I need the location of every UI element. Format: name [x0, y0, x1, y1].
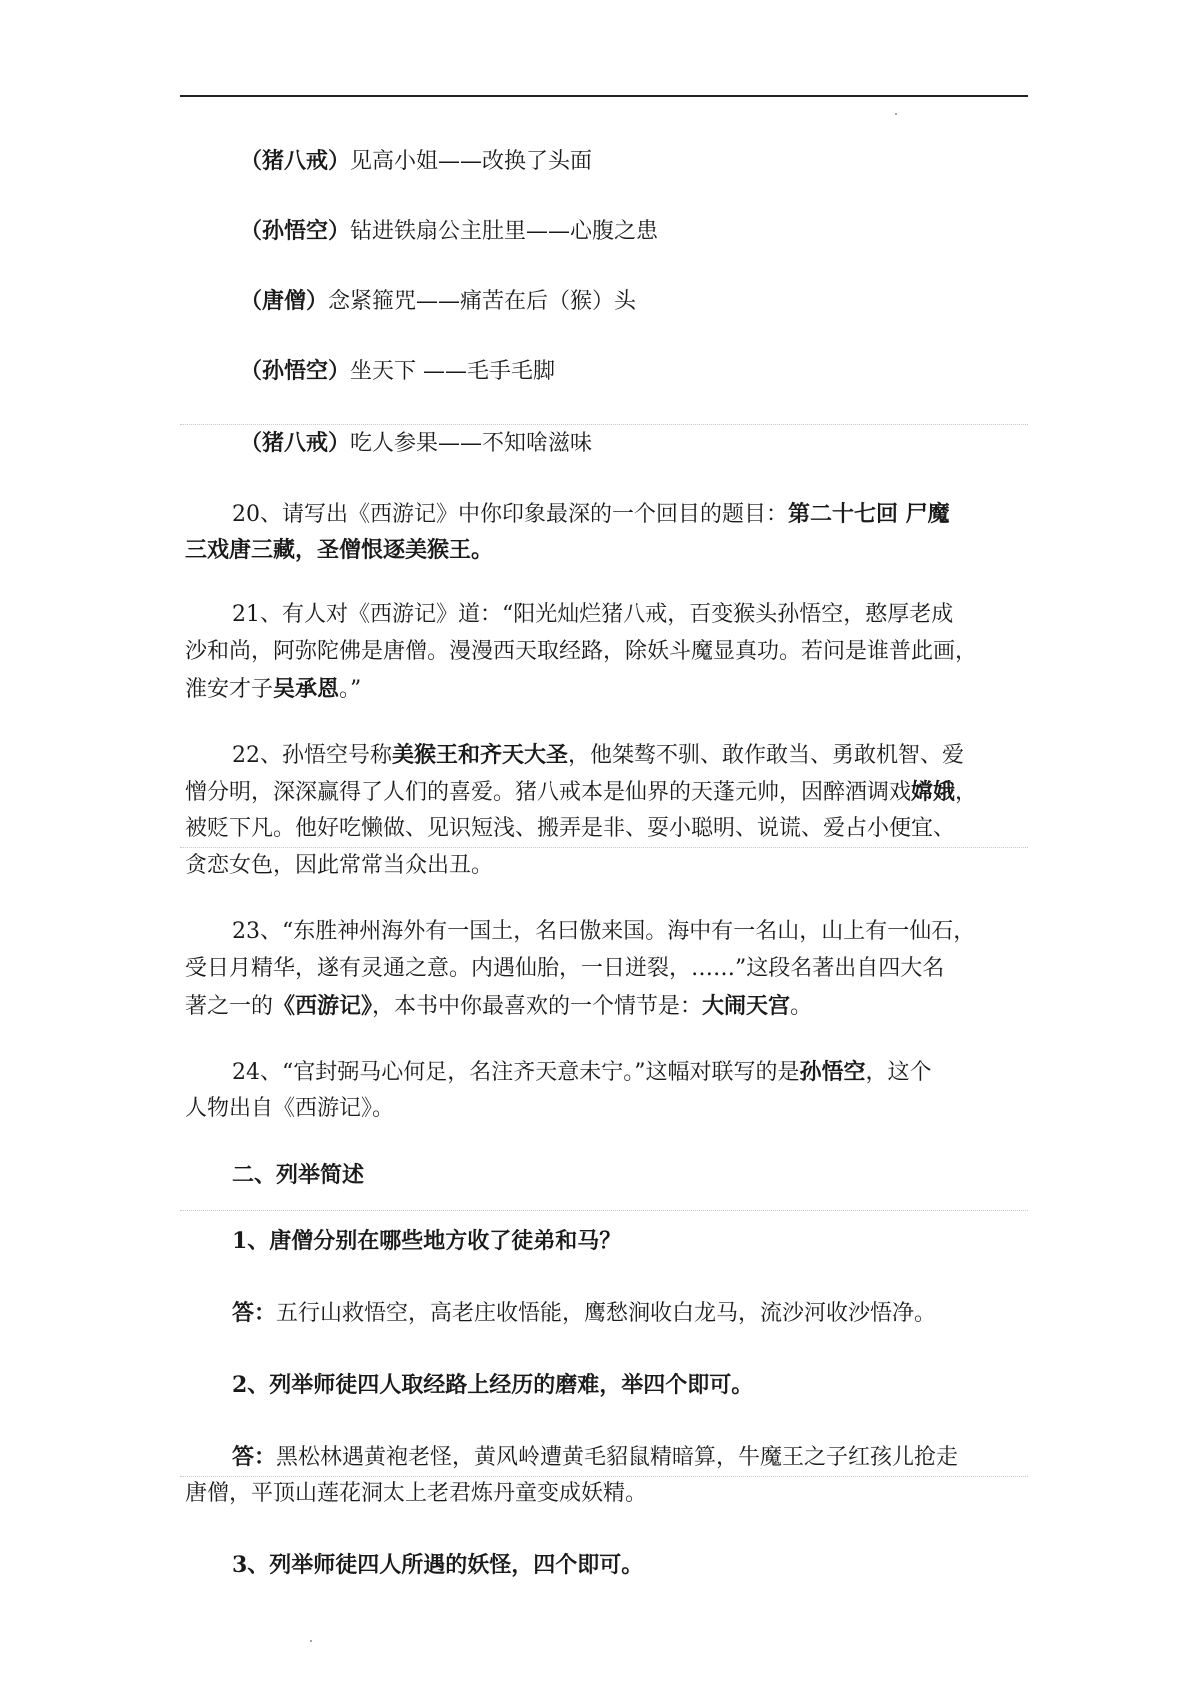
couplet-character: （孙悟空） [240, 358, 351, 384]
q22-text-end: ， [955, 780, 978, 805]
q20-answer: 第二十七回 尸魔 [788, 501, 950, 527]
q21-text: 淮安才子 [185, 677, 274, 702]
answer-label: 答： [232, 1300, 277, 1326]
couplet-line [240, 356, 555, 387]
header-rule [180, 95, 1028, 97]
answer-label: 答： [232, 1444, 277, 1470]
couplet-line [240, 428, 592, 459]
couplet-text: 念紧箍咒——痛苦在后（猴）头 [328, 289, 637, 314]
list-answer-2-line-1 [232, 1442, 958, 1473]
q23-line-2: 受日月精华，遂有灵通之意。内遇仙胎，一日迸裂，……”这段名著出自四大名 [185, 956, 945, 981]
q22-text: 憎分明，深深赢得了人们的喜爱。猪八戒本是仙界的天蓬元帅，因醉酒调戏 [185, 780, 912, 805]
couplet-line [240, 146, 592, 177]
list-answer-2-line-2: 唐僧，平顶山莲花洞太上老君炼丹童变成妖精。 [185, 1481, 648, 1506]
couplet-text: 钻进铁扇公主肚里——心腹之患 [350, 219, 659, 244]
couplet-character: （猪八戒） [240, 430, 351, 456]
q24-text: 24、“官封弼马心何足，名注齐天意未宁。”这幅对联写的是 [232, 1060, 800, 1085]
scan-dotted-line [180, 1476, 1028, 1477]
q24-line-1 [232, 1057, 932, 1088]
couplet-character: （唐僧） [240, 288, 329, 314]
scan-speck [895, 113, 897, 115]
list-question-1: 1、唐僧分别在哪些地方收了徒弟和马？ [232, 1228, 622, 1254]
q22-line-3: 被贬下凡。他好吃懒做、见识短浅、搬弄是非、耍小聪明、说谎、爱占小便宜、 [185, 816, 956, 841]
q22-line-2 [185, 777, 977, 808]
scan-speck [310, 1640, 312, 1642]
q21-line-1: 21、有人对《西游记》道：“阳光灿烂猪八戒，百变猴头孙悟空，憨厚老成 [232, 602, 954, 627]
scan-dotted-line [180, 424, 1028, 425]
scan-dotted-line [180, 1210, 1028, 1211]
q21-text-end: 。” [339, 677, 362, 702]
couplet-line [240, 216, 658, 247]
q22-text-cont: ，他桀骜不驯、敢作敢当、勇敢机智、爱 [568, 743, 965, 768]
q23-answer: 大闹天宫 [702, 993, 791, 1019]
q23-line-3 [185, 991, 812, 1022]
answer-text: 五行山救悟空，高老庄收悟能，鹰愁涧收白龙马，流沙河收沙悟净。 [276, 1301, 937, 1326]
q20-line-2: 三戏唐三藏，圣僧恨逐美猴王。 [185, 537, 494, 563]
q23-book: 《西游记》 [273, 993, 373, 1019]
q21-line-2: 沙和尚，阿弥陀佛是唐僧。漫漫西天取经路，除妖斗魔显真功。若问是谁普此画， [185, 639, 978, 664]
q22-line-1 [232, 740, 964, 771]
list-question-2: 2、列举师徒四人取经路上经历的磨难，举四个即可。 [232, 1372, 754, 1398]
q22-answer: 嫦娥 [911, 779, 956, 805]
couplet-text: 坐天下 ——毛手毛脚 [350, 359, 556, 384]
q22-text: 22、孙悟空号称 [232, 743, 392, 768]
couplet-line [240, 286, 636, 317]
q22-answer: 美猴王和齐天大圣 [392, 742, 569, 768]
section-heading: 二、列举简述 [232, 1162, 365, 1188]
couplet-character: （猪八戒） [240, 148, 351, 174]
q23-line-1: 23、“东胜神州海外有一国土，名曰傲来国。海中有一名山，山上有一仙石， [232, 919, 976, 944]
q24-answer: 孙悟空 [799, 1059, 866, 1085]
list-answer-1 [232, 1298, 936, 1329]
q20-prompt: 20、请写出《西游记》中你印象最深的一个回目的题目： [232, 502, 788, 527]
answer-text: 黑松林遇黄袍老怪，黄风岭遭黄毛貂鼠精暗算，牛魔王之子红孩儿抢走 [276, 1445, 959, 1470]
q23-text-end: 。 [790, 994, 813, 1019]
q20-line-1 [232, 499, 950, 530]
q22-line-4: 贪恋女色，因此常常当众出丑。 [185, 853, 494, 878]
couplet-text: 吃人参果——不知啥滋味 [350, 431, 593, 456]
scan-dotted-line [180, 847, 1028, 848]
q24-text-end: ，这个 [865, 1060, 932, 1085]
couplet-text: 见高小姐——改换了头面 [350, 149, 593, 174]
q21-line-3 [185, 674, 361, 705]
list-question-3: 3、列举师徒四人所遇的妖怪，四个即可。 [232, 1552, 644, 1578]
q24-line-2: 人物出自《西游记》。 [185, 1096, 395, 1121]
q23-text-cont: ，本书中你最喜欢的一个情节是： [372, 994, 703, 1019]
q23-text: 著之一的 [185, 994, 274, 1019]
q21-answer: 吴承恩 [273, 676, 340, 702]
couplet-character: （孙悟空） [240, 218, 351, 244]
